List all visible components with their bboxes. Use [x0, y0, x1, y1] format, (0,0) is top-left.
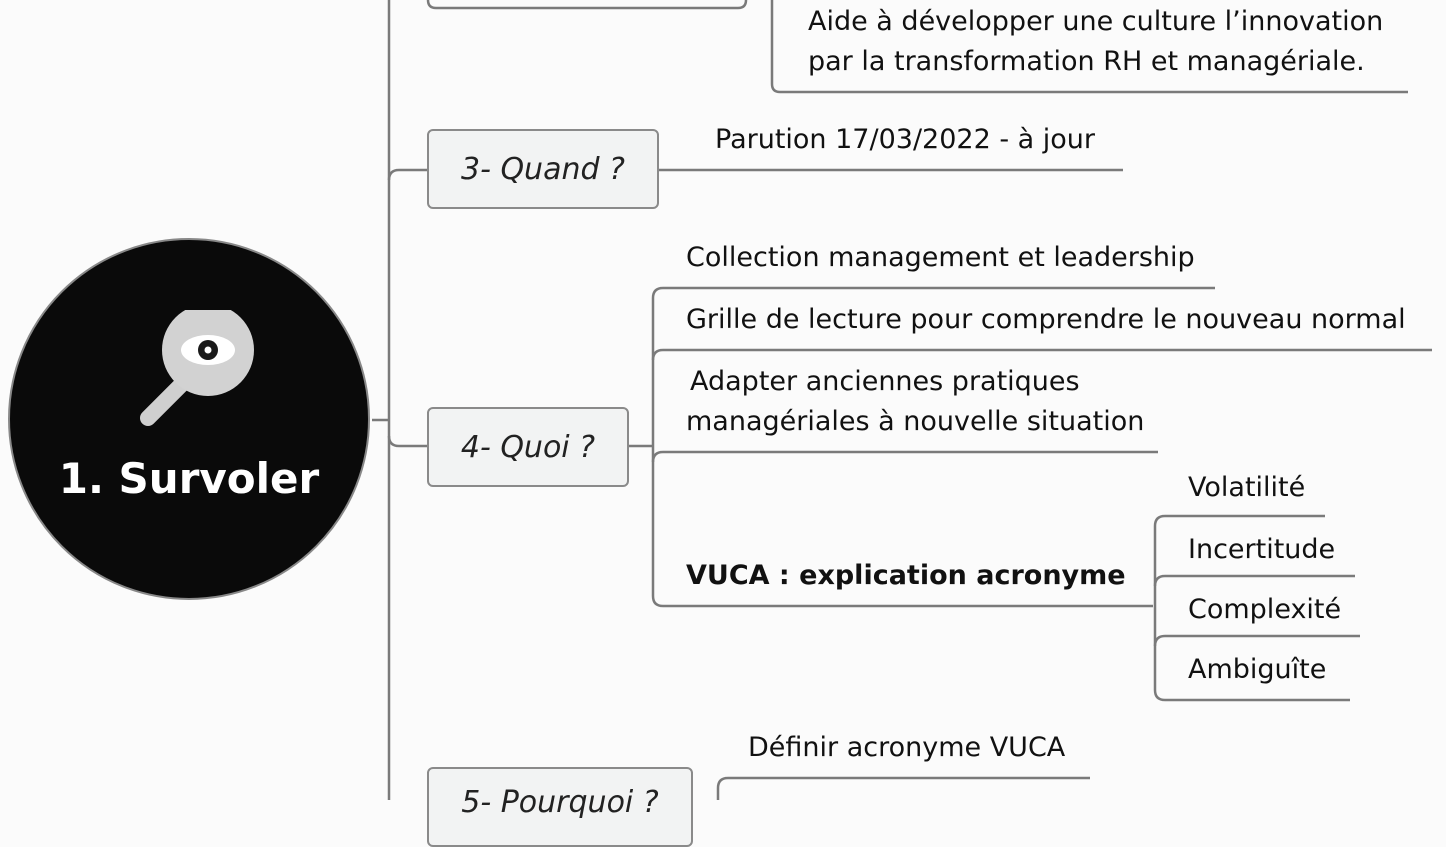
adapter-label-line1: Adapter anciennes pratiques: [690, 366, 1080, 397]
parution-label: Parution 17/03/2022 - à jour: [715, 124, 1096, 155]
branch-pourquoi-node[interactable]: 5- Pourquoi ?: [427, 767, 693, 847]
branch2-text-line2: par la transformation RH et managériale.: [808, 46, 1365, 77]
grille-label: Grille de lecture pour comprendre le nouveau normal: [686, 304, 1406, 335]
vuca-incertitude: Incertitude: [1188, 534, 1336, 565]
root-node[interactable]: [8, 238, 370, 600]
vuca-complexite: Complexité: [1188, 594, 1342, 625]
adapter-label-line2: managériales à nouvelle situation: [686, 406, 1145, 437]
vuca-ambiguite: Ambiguîte: [1188, 654, 1327, 685]
root-label: 1. Survoler: [58, 454, 320, 503]
branch-quoi-node[interactable]: 4- Quoi ?: [427, 407, 629, 487]
branch2-text-line1: Aide à développer une culture l’innovation: [808, 6, 1384, 37]
vuca-volatilite: Volatilité: [1188, 472, 1306, 503]
branch-quand-node[interactable]: 3- Quand ?: [427, 129, 659, 209]
vuca-label: VUCA : explication acronyme: [686, 560, 1126, 591]
definir-label: Définir acronyme VUCA: [748, 732, 1066, 763]
collection-label: Collection management et leadership: [686, 242, 1195, 273]
magnifier-eye-icon: [130, 310, 260, 440]
